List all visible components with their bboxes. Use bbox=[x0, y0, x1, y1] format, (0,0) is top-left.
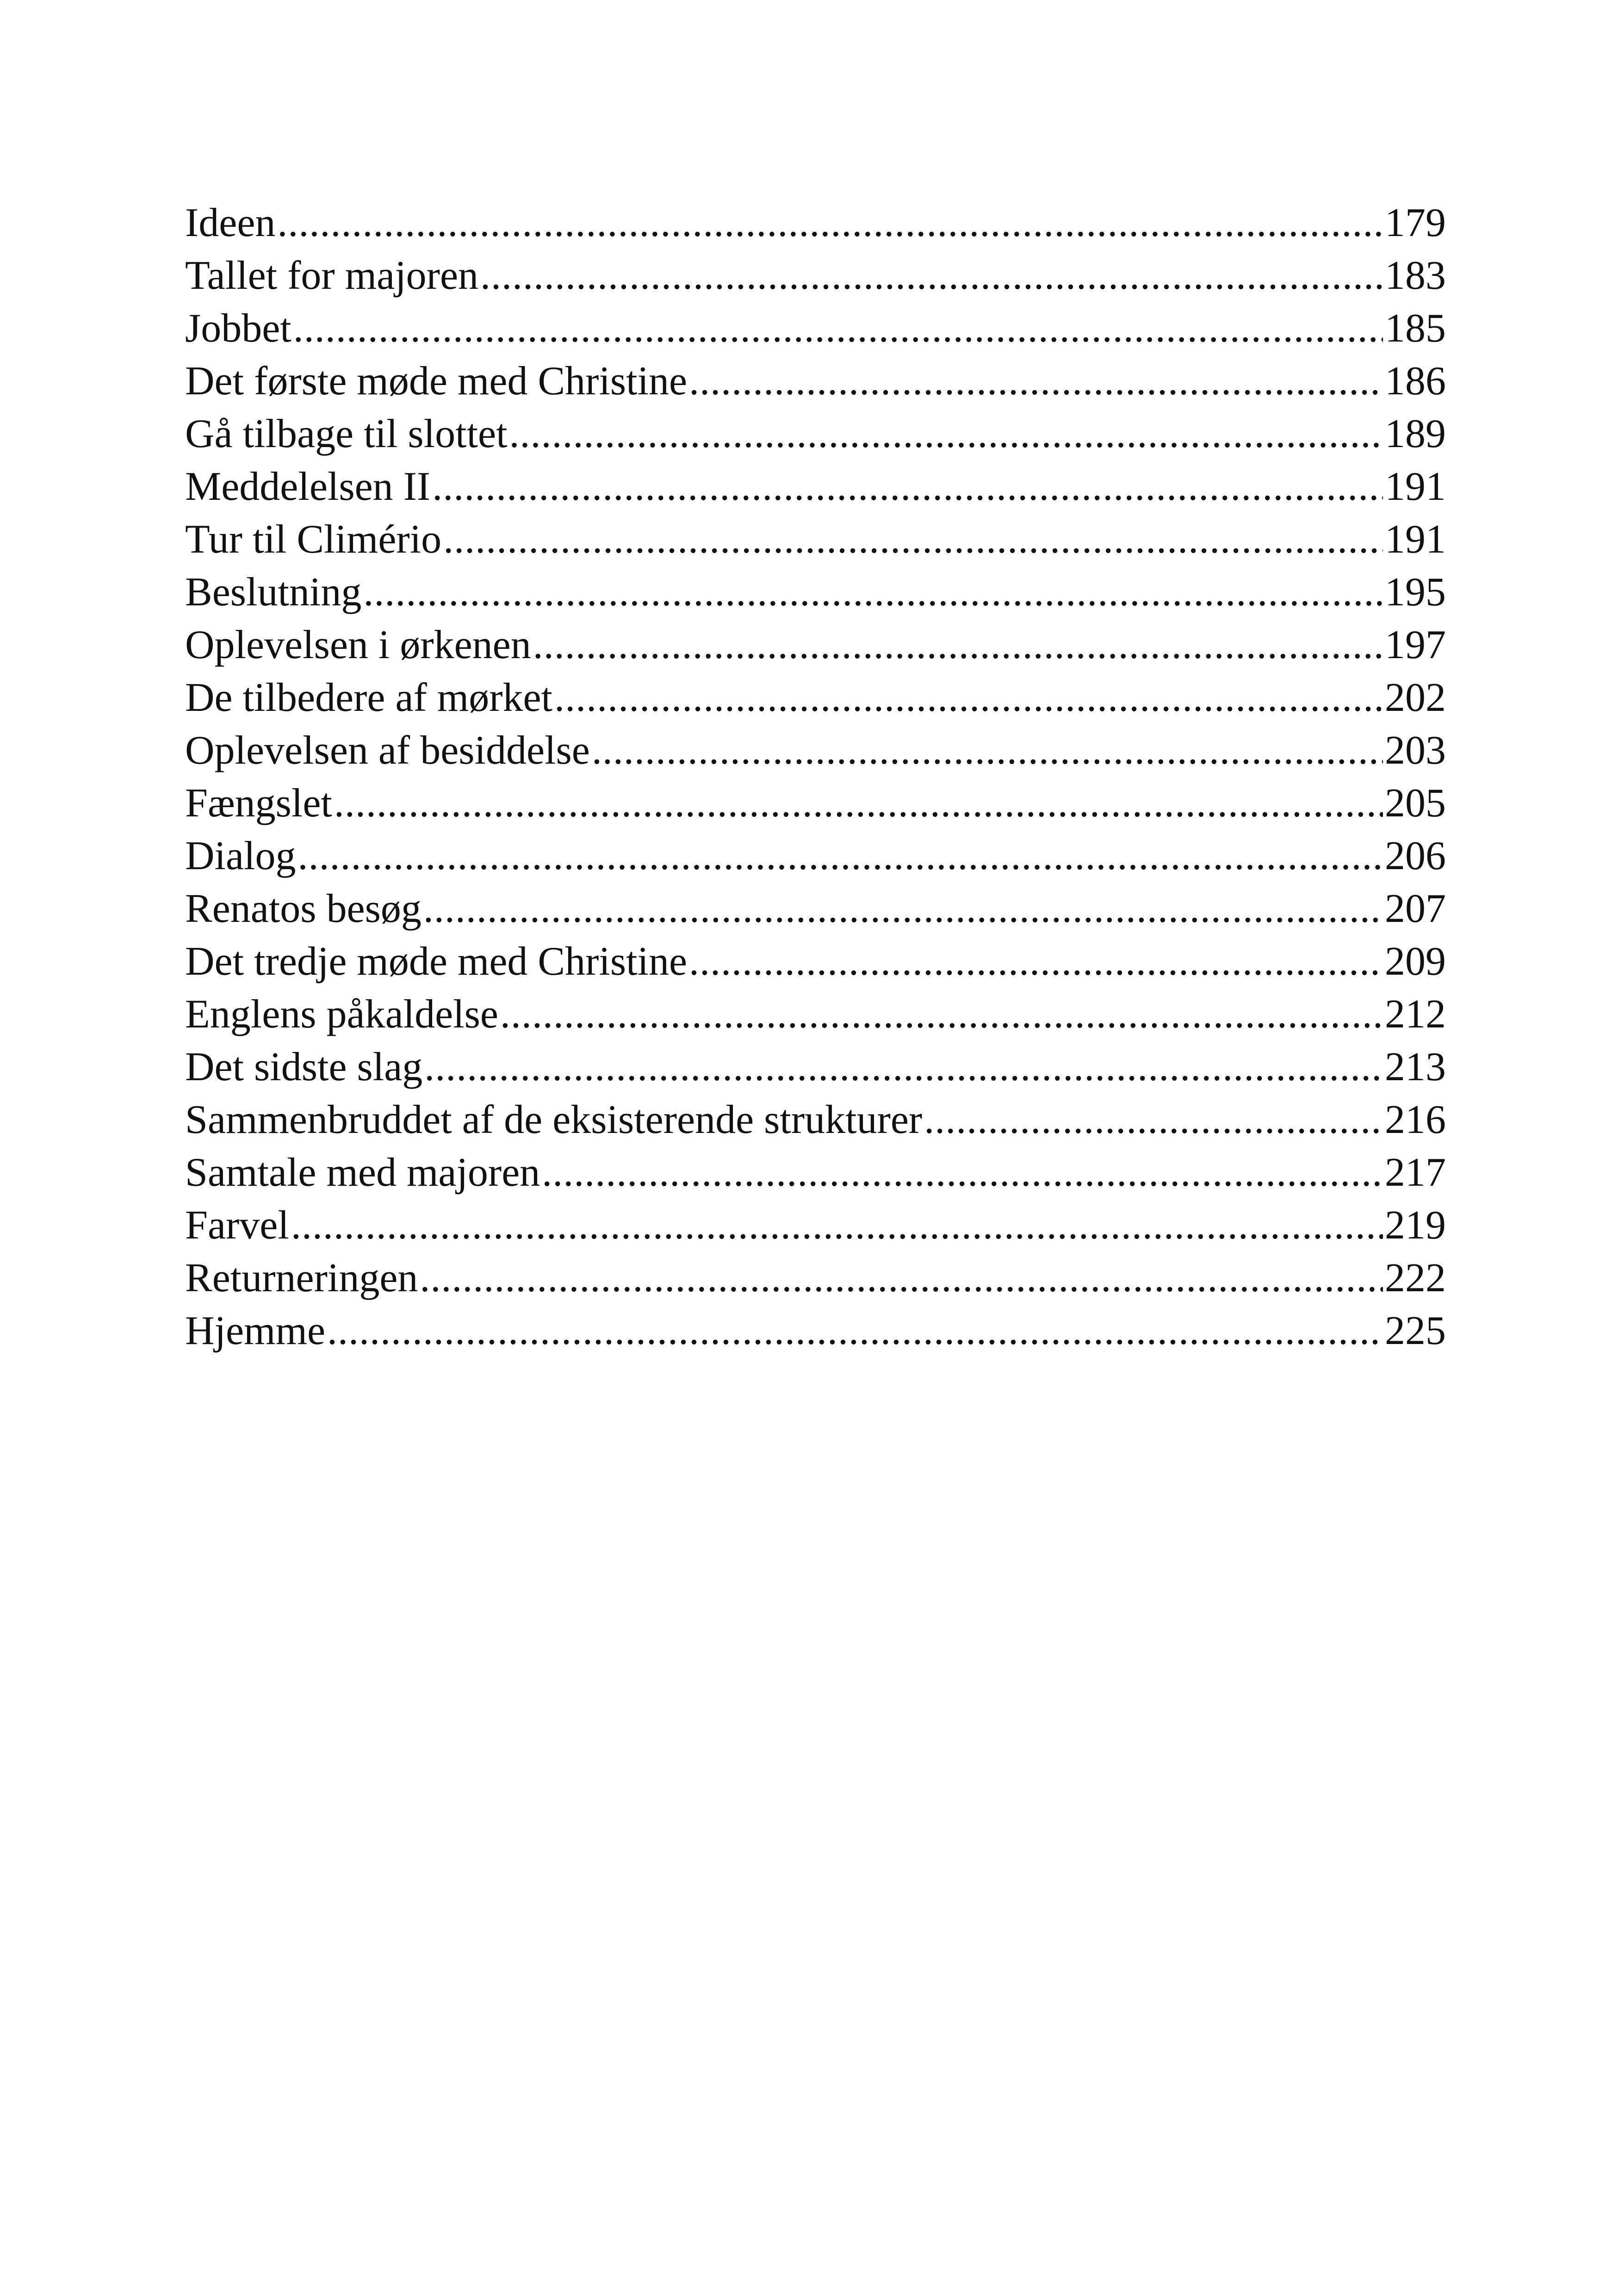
toc-entry-title: Ideen bbox=[185, 200, 276, 245]
toc-entry[interactable] bbox=[185, 513, 1446, 566]
toc-page-number: 212 bbox=[1385, 992, 1446, 1037]
toc-page-number: 186 bbox=[1385, 359, 1446, 404]
toc-dot-leader bbox=[424, 1041, 1383, 1094]
toc-entry-title: Det tredje møde med Christine bbox=[185, 939, 688, 984]
toc-page-number: 189 bbox=[1385, 411, 1446, 456]
toc-page-number: 191 bbox=[1385, 517, 1446, 562]
toc-entry[interactable] bbox=[185, 619, 1446, 672]
toc-entry-title: Oplevelsen i ørkenen bbox=[185, 622, 531, 667]
toc-entry-title: Tur til Climério bbox=[185, 517, 442, 562]
toc-entry[interactable] bbox=[185, 302, 1446, 355]
toc-entry[interactable] bbox=[185, 197, 1446, 249]
toc-entry-title: Beslutning bbox=[185, 570, 362, 615]
toc-dot-leader bbox=[542, 1146, 1383, 1199]
toc-page-number: 183 bbox=[1385, 253, 1446, 298]
toc-entry[interactable] bbox=[185, 1094, 1446, 1146]
toc-entry[interactable] bbox=[185, 1199, 1446, 1252]
toc-dot-leader bbox=[443, 513, 1383, 566]
toc-dot-leader bbox=[334, 777, 1383, 830]
toc-entry[interactable] bbox=[185, 830, 1446, 883]
toc-page-number: 207 bbox=[1385, 886, 1446, 931]
toc-entry[interactable] bbox=[185, 724, 1446, 777]
toc-dot-leader bbox=[500, 988, 1383, 1041]
toc-entry[interactable] bbox=[185, 1146, 1446, 1199]
toc-entry[interactable] bbox=[185, 566, 1446, 619]
toc-dot-leader bbox=[533, 619, 1383, 672]
toc-page-number: 219 bbox=[1385, 1203, 1446, 1248]
toc-entry[interactable] bbox=[185, 883, 1446, 935]
toc-dot-leader bbox=[432, 460, 1383, 513]
toc-entry[interactable] bbox=[185, 355, 1446, 408]
toc-entry-title: Fængslet bbox=[185, 781, 332, 826]
toc-entry-title: Meddelelsen II bbox=[185, 464, 431, 509]
toc-entry[interactable] bbox=[185, 935, 1446, 988]
toc-entry-title: Gå tilbage til slottet bbox=[185, 411, 508, 456]
toc-dot-leader bbox=[363, 566, 1383, 619]
toc-page-number: 225 bbox=[1385, 1308, 1446, 1353]
toc-dot-leader bbox=[420, 1252, 1383, 1305]
toc-dot-leader bbox=[291, 1199, 1383, 1252]
toc-entry-title: Tallet for majoren bbox=[185, 253, 479, 298]
toc-entry-title: Samtale med majoren bbox=[185, 1150, 540, 1195]
toc-dot-leader bbox=[293, 302, 1383, 355]
toc-page-number: 205 bbox=[1385, 781, 1446, 826]
toc-entry[interactable] bbox=[185, 1252, 1446, 1305]
toc-entry[interactable] bbox=[185, 672, 1446, 724]
toc-dot-leader bbox=[924, 1094, 1383, 1146]
toc-dot-leader bbox=[689, 935, 1383, 988]
toc-page-number: 217 bbox=[1385, 1150, 1446, 1195]
toc-entry[interactable] bbox=[185, 460, 1446, 513]
toc-dot-leader bbox=[592, 724, 1383, 777]
toc-dot-leader bbox=[423, 883, 1383, 935]
toc-dot-leader bbox=[277, 197, 1383, 249]
table-of-contents bbox=[185, 197, 1446, 1357]
toc-page-number: 202 bbox=[1385, 675, 1446, 720]
toc-entry[interactable] bbox=[185, 1305, 1446, 1357]
toc-page-number: 222 bbox=[1385, 1256, 1446, 1300]
toc-entry[interactable] bbox=[185, 1041, 1446, 1094]
toc-entry[interactable] bbox=[185, 777, 1446, 830]
toc-entry[interactable] bbox=[185, 408, 1446, 460]
toc-page-number: 203 bbox=[1385, 728, 1446, 773]
toc-entry-title: Renatos besøg bbox=[185, 886, 422, 931]
toc-page-number: 179 bbox=[1385, 200, 1446, 245]
toc-dot-leader bbox=[554, 672, 1383, 724]
toc-entry-title: Det første møde med Christine bbox=[185, 359, 688, 404]
toc-page-number: 209 bbox=[1385, 939, 1446, 984]
toc-entry-title: Oplevelsen af besiddelse bbox=[185, 728, 590, 773]
toc-page-number: 206 bbox=[1385, 834, 1446, 878]
toc-dot-leader bbox=[689, 355, 1383, 408]
toc-entry-title: Jobbet bbox=[185, 306, 291, 351]
toc-entry-title: Englens påkaldelse bbox=[185, 992, 498, 1037]
toc-entry-title: Farvel bbox=[185, 1203, 289, 1248]
toc-dot-leader bbox=[509, 408, 1383, 460]
toc-page-number: 216 bbox=[1385, 1097, 1446, 1142]
toc-entry-title: Hjemme bbox=[185, 1308, 326, 1353]
toc-dot-leader bbox=[327, 1305, 1383, 1357]
toc-page-number: 197 bbox=[1385, 622, 1446, 667]
toc-entry-title: Det sidste slag bbox=[185, 1045, 423, 1089]
toc-entry-title: Sammenbruddet af de eksisterende strukturer bbox=[185, 1097, 923, 1142]
toc-dot-leader bbox=[480, 249, 1383, 302]
toc-dot-leader bbox=[298, 830, 1383, 883]
toc-page-number: 195 bbox=[1385, 570, 1446, 615]
toc-entry-title: De tilbedere af mørket bbox=[185, 675, 553, 720]
toc-entry-title: Returneringen bbox=[185, 1256, 418, 1300]
toc-entry[interactable] bbox=[185, 249, 1446, 302]
toc-page-number: 191 bbox=[1385, 464, 1446, 509]
toc-page-number: 213 bbox=[1385, 1045, 1446, 1089]
toc-entry[interactable] bbox=[185, 988, 1446, 1041]
toc-page-number: 185 bbox=[1385, 306, 1446, 351]
toc-entry-title: Dialog bbox=[185, 834, 296, 878]
